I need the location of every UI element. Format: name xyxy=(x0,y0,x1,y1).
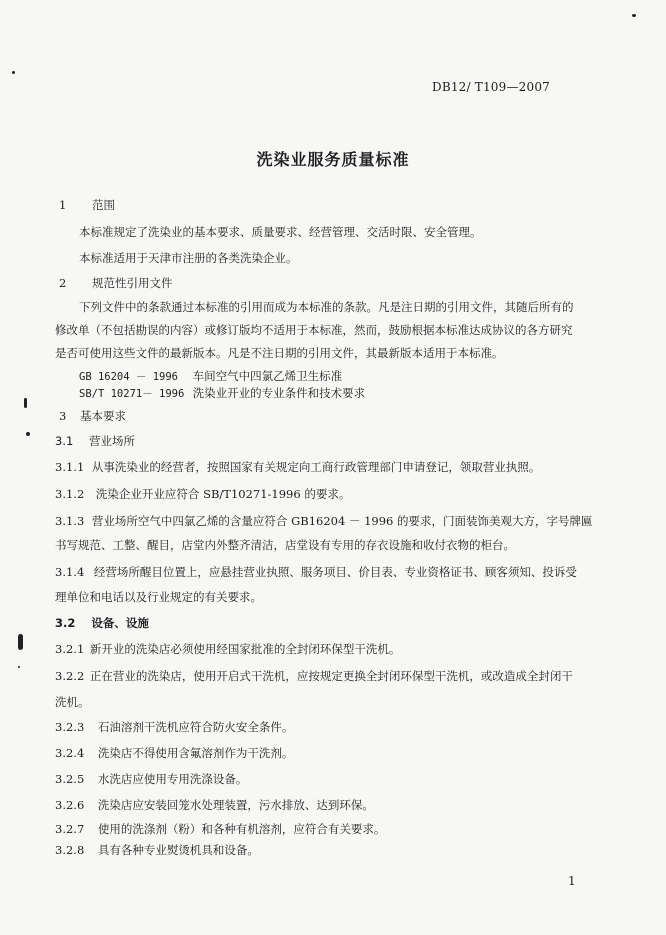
page-number: 1 xyxy=(568,874,576,888)
clause xyxy=(55,771,247,787)
clause-number: 3.2.5 xyxy=(55,772,85,786)
reference-code: SB/T 10271－ 1996 xyxy=(79,388,185,400)
clause xyxy=(55,842,259,858)
section-1-heading xyxy=(59,197,115,213)
clause xyxy=(55,719,293,735)
clause-text: 洗染店应安装回笼水处理装置，污水排放、达到环保。 xyxy=(97,798,374,812)
clause xyxy=(55,459,540,475)
clause-text: 正在营业的洗染店，使用开启式干洗机，应按规定更换全封闭环保型干洗机，或改造成全封闭干 xyxy=(89,669,573,683)
clause xyxy=(55,564,577,580)
clause-number: 3.2.2 xyxy=(55,669,85,683)
clause-text: 洗染企业开业应符合 SB/T10271-1996 的要求。 xyxy=(95,487,351,501)
clause-text: 经营场所醒目位置上，应悬挂营业执照、服务项目、价目表、专业资格证书、顾客须知、投诉受 xyxy=(93,565,577,579)
subsection-number: 3.2 xyxy=(55,616,76,630)
clause-text: 新开业的洗染店必须使用经国家批准的全封闭环保型干洗机。 xyxy=(89,642,401,656)
section-2-heading xyxy=(59,275,172,291)
reference-row xyxy=(79,368,342,384)
clause-text: 营业场所空气中四氯乙烯的含量应符合 GB16204 － 1996 的要求，门面装饰美观大方，字号牌匾 xyxy=(91,514,593,528)
clause-number: 3.2.3 xyxy=(55,720,85,734)
section-3-heading xyxy=(59,408,126,424)
subsection-number: 3.1 xyxy=(55,434,74,448)
section-title: 规范性引用文件 xyxy=(91,276,173,290)
clause-number: 3.2.4 xyxy=(55,746,85,760)
clause-number: 3.1.1 xyxy=(55,460,85,474)
clause xyxy=(55,797,374,813)
paragraph-line: 下列文件中的条款通过本标准的引用而成为本标准的条款。凡是注日期的引用文件，其随后所有的 xyxy=(79,300,574,314)
clause-text: 石油溶剂干洗机应符合防火安全条件。 xyxy=(97,720,294,734)
paragraph-line: 修改单（不包括勘误的内容）或修订版均不适用于本标准，然而，鼓励根据本标准达成协议的各方研究 xyxy=(55,323,573,337)
clause-continuation: 理单位和电话以及行业规定的有关要求。 xyxy=(55,590,262,604)
clause-number: 3.2.6 xyxy=(55,798,85,812)
page-title: 洗染业服务质量标准 xyxy=(256,150,410,169)
scan-speck xyxy=(632,14,636,17)
clause xyxy=(55,668,573,684)
clause xyxy=(55,821,385,837)
clause-number: 3.2.1 xyxy=(55,642,85,656)
scan-speck xyxy=(12,71,15,74)
scan-speck xyxy=(18,666,20,668)
clause xyxy=(55,513,593,529)
clause-continuation: 书写规范、工整、醒目，店堂内外整齐清洁，店堂设有专用的存衣设施和收付衣物的柜台。 xyxy=(55,538,515,552)
scan-speck xyxy=(18,634,23,650)
section-number: 1 xyxy=(59,198,67,212)
clause-number: 3.1.3 xyxy=(55,514,85,528)
paragraph-line: 是否可使用这些文件的最新版本。凡是不注日期的引用文件，其最新版本适用于本标准。 xyxy=(55,346,504,360)
subsection-3-2-heading xyxy=(55,615,149,631)
section-title: 基本要求 xyxy=(79,409,126,423)
section-number: 3 xyxy=(59,409,67,423)
paragraph: 本标准适用于天津市注册的各类洗染企业。 xyxy=(79,251,298,265)
scan-speck xyxy=(24,398,27,408)
subsection-title: 设备、设施 xyxy=(91,616,149,630)
clause-number: 3.2.7 xyxy=(55,822,85,836)
reference-name: 车间空气中四氯乙烯卫生标准 xyxy=(192,369,343,383)
clause xyxy=(55,745,293,761)
scan-speck xyxy=(26,432,30,436)
section-number: 2 xyxy=(59,276,67,290)
clause-text: 水洗店应使用专用洗涤设备。 xyxy=(97,772,248,786)
document-number: DB12/ T109—2007 xyxy=(432,80,551,94)
paragraph: 本标准规定了洗染业的基本要求、质量要求、经营管理、交活时限、安全管理。 xyxy=(79,225,482,239)
reference-name: 洗染业开业的专业条件和技术要求 xyxy=(192,386,366,400)
clause-number: 3.1.2 xyxy=(55,487,85,501)
reference-code: GB 16204 － 1996 xyxy=(79,371,179,383)
reference-row xyxy=(79,385,365,401)
clause-text: 具有各种专业熨烫机具和设备。 xyxy=(97,843,259,857)
subsection-3-1-heading xyxy=(55,433,135,449)
clause-text: 使用的洗涤剂（粉）和各种有机溶剂，应符合有关要求。 xyxy=(97,822,386,836)
subsection-title: 营业场所 xyxy=(88,434,135,448)
clause-continuation: 洗机。 xyxy=(55,695,90,709)
clause-text: 从事洗染业的经营者，按照国家有关规定向工商行政管理部门申请登记，领取营业执照。 xyxy=(91,460,541,474)
section-title: 范围 xyxy=(91,198,115,212)
clause xyxy=(55,641,400,657)
clause-text: 洗染店不得使用含氟溶剂作为干洗剂。 xyxy=(97,746,294,760)
clause-number: 3.2.8 xyxy=(55,843,85,857)
clause-number: 3.1.4 xyxy=(55,565,85,579)
clause xyxy=(55,486,350,502)
